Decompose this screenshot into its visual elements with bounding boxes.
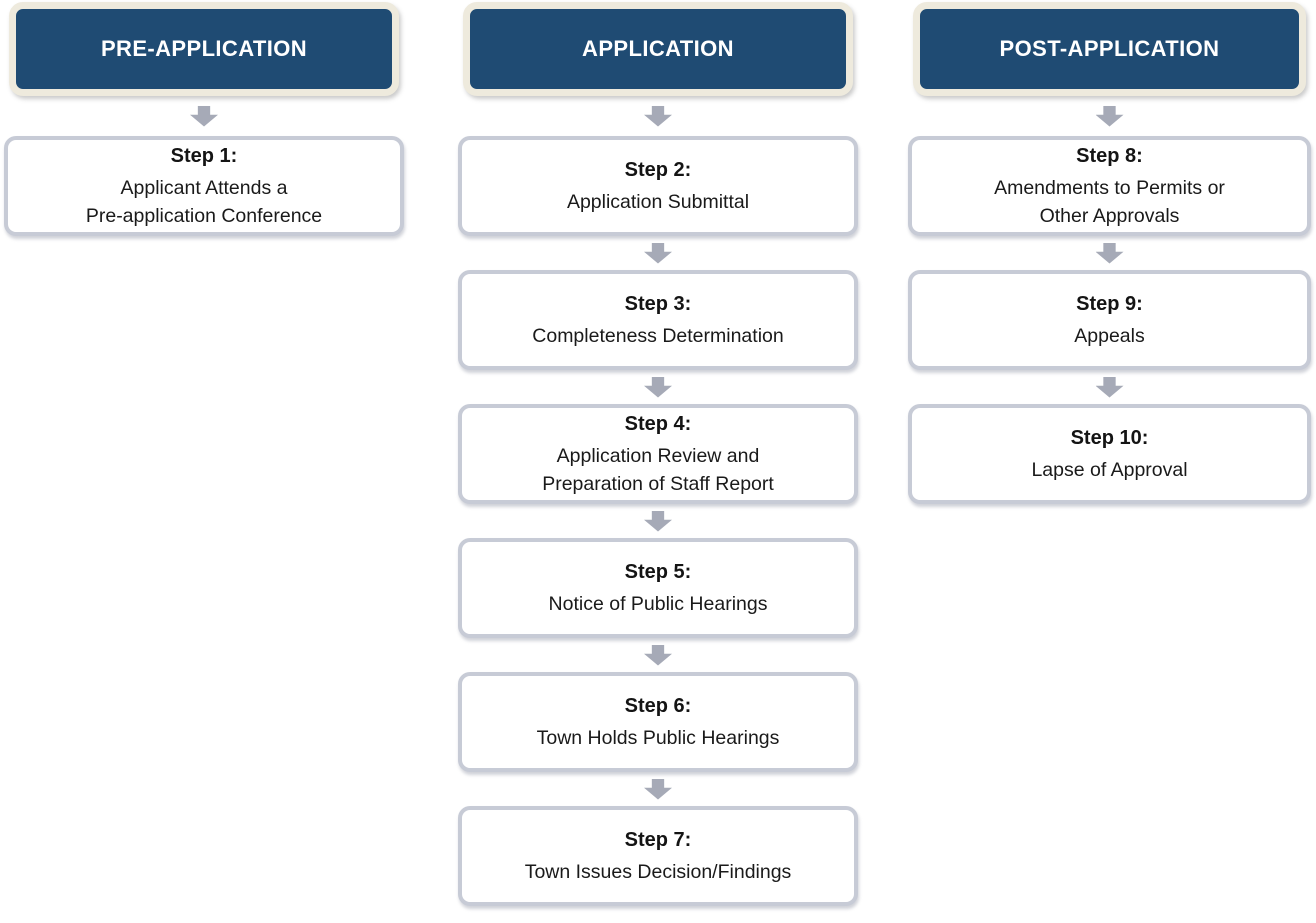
- step-description-line: Amendments to Permits or: [994, 176, 1225, 199]
- down-arrow-icon: [644, 106, 672, 127]
- step-box-step-7: [458, 806, 858, 906]
- step-description-line: Town Holds Public Hearings: [536, 726, 780, 749]
- step-number-label: Step 10:: [1070, 426, 1149, 449]
- connector: [908, 96, 1311, 136]
- step-number-label: Step 2:: [624, 158, 692, 181]
- phase-column-post-application: [908, 2, 1311, 504]
- phase-column-application: [458, 2, 858, 906]
- connector: [458, 504, 858, 538]
- step-box-step-5: [458, 538, 858, 638]
- step-number-label: Step 4:: [624, 412, 692, 435]
- step-description-line: Notice of Public Hearings: [548, 592, 768, 615]
- down-arrow-icon: [644, 511, 672, 532]
- step-description-line: Pre-application Conference: [85, 204, 323, 227]
- connector: [458, 772, 858, 806]
- step-box-step-3: [458, 270, 858, 370]
- connector: [908, 236, 1311, 270]
- down-arrow-icon: [1096, 377, 1124, 398]
- connector: [4, 96, 404, 136]
- step-description-line: Appeals: [1074, 324, 1145, 347]
- step-box-step-1: [4, 136, 404, 236]
- step-description-line: Application Review and: [556, 444, 760, 467]
- connector: [458, 638, 858, 672]
- step-box-step-9: [908, 270, 1311, 370]
- step-description-line: Preparation of Staff Report: [542, 472, 774, 495]
- connector: [458, 96, 858, 136]
- phase-header-label: PRE-APPLICATION: [100, 36, 308, 61]
- phase-header-label: POST-APPLICATION: [999, 36, 1220, 61]
- down-arrow-icon: [1096, 243, 1124, 264]
- down-arrow-icon: [644, 243, 672, 264]
- step-description-line: Town Issues Decision/Findings: [524, 860, 792, 883]
- connector: [458, 236, 858, 270]
- phase-header-application: [463, 2, 853, 96]
- step-box-step-2: [458, 136, 858, 236]
- phase-column-pre-application: [4, 2, 404, 236]
- connector: [458, 370, 858, 404]
- connector: [908, 370, 1311, 404]
- down-arrow-icon: [1096, 106, 1124, 127]
- step-number-label: Step 1:: [170, 144, 238, 167]
- step-box-step-8: [908, 136, 1311, 236]
- phase-header-pre-application: [9, 2, 399, 96]
- step-number-label: Step 8:: [1076, 144, 1143, 167]
- phase-header-label: APPLICATION: [582, 36, 734, 61]
- step-description-line: Application Submittal: [566, 190, 750, 213]
- step-number-label: Step 7:: [624, 828, 692, 851]
- down-arrow-icon: [644, 779, 672, 800]
- step-description-line: Other Approvals: [1039, 204, 1180, 227]
- step-description-line: Completeness Determination: [532, 324, 784, 347]
- step-number-label: Step 6:: [624, 694, 692, 717]
- step-number-label: Step 3:: [624, 292, 692, 315]
- down-arrow-icon: [644, 645, 672, 666]
- step-box-step-10: [908, 404, 1311, 504]
- step-description-line: Lapse of Approval: [1031, 458, 1188, 481]
- down-arrow-icon: [644, 377, 672, 398]
- step-number-label: Step 5:: [624, 560, 692, 583]
- step-box-step-6: [458, 672, 858, 772]
- phase-header-post-application: [913, 2, 1306, 96]
- step-number-label: Step 9:: [1076, 292, 1143, 315]
- down-arrow-icon: [190, 106, 218, 127]
- step-description-line: Applicant Attends a: [120, 176, 288, 199]
- step-box-step-4: [458, 404, 858, 504]
